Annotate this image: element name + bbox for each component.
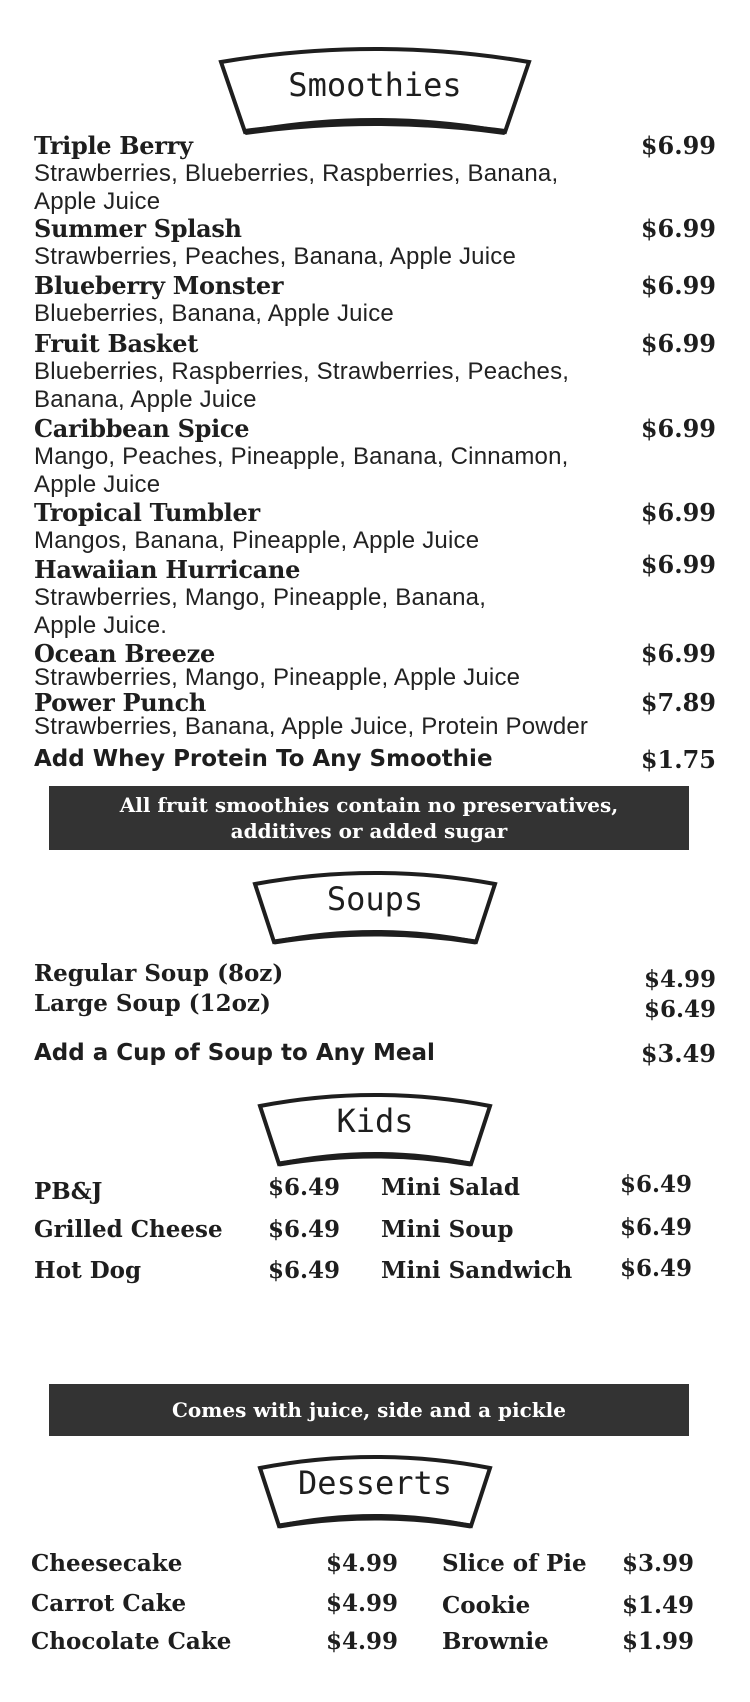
item-name: Fruit Basket — [34, 329, 199, 358]
item-price: $4.99 — [326, 1550, 399, 1577]
kids-note-bar — [49, 1384, 689, 1436]
item-name: Carrot Cake — [31, 1590, 187, 1617]
item-name: Hot Dog — [34, 1257, 142, 1284]
add-on-label: Add Whey Protein To Any Smoothie — [34, 746, 493, 772]
item-description: Mangos, Banana, Pineapple, Apple Juice — [34, 527, 480, 554]
item-price: $1.49 — [622, 1592, 695, 1619]
menu-item — [34, 272, 716, 328]
item-description: Apple Juice — [34, 188, 161, 215]
item-description: Strawberries, Mango, Pineapple, Apple Juice — [34, 664, 521, 691]
item-name: Chocolate Cake — [31, 1628, 232, 1655]
item-name: Cheesecake — [31, 1550, 183, 1577]
menu-item — [34, 330, 716, 414]
item-price: $6.99 — [640, 271, 716, 300]
add-on-price: $3.49 — [640, 1039, 716, 1068]
item-description: Strawberries, Peaches, Banana, Apple Juice — [34, 243, 517, 270]
add-on-line — [34, 1040, 716, 1066]
item-name: Summer Splash — [34, 214, 242, 243]
item-price: $4.99 — [326, 1628, 399, 1655]
soups-banner — [250, 866, 500, 956]
item-price: $6.49 — [620, 1214, 693, 1241]
menu-item — [34, 215, 716, 271]
item-price: $6.49 — [620, 1255, 693, 1282]
menu-item — [34, 689, 716, 741]
item-description: Strawberries, Blueberries, Raspberries, Banana, — [34, 160, 559, 187]
add-on-line — [34, 746, 716, 772]
add-on-label: Add a Cup of Soup to Any Meal — [34, 1040, 435, 1066]
menu-item — [34, 640, 716, 692]
item-description: Strawberries, Mango, Pineapple, Banana, — [34, 584, 487, 611]
menu-item — [34, 499, 716, 555]
desserts-row — [0, 1550, 750, 1582]
desserts-banner — [255, 1450, 495, 1540]
item-description: Banana, Apple Juice — [34, 386, 257, 413]
item-price: $6.99 — [640, 214, 716, 243]
item-name: Blueberry Monster — [34, 271, 284, 300]
item-description: Mango, Peaches, Pineapple, Banana, Cinnamon, — [34, 443, 569, 470]
smoothies-note-bar — [49, 786, 689, 850]
item-name: Grilled Cheese — [34, 1216, 223, 1243]
item-description: Apple Juice. — [34, 612, 168, 639]
item-price: $6.99 — [640, 131, 716, 160]
item-price: $6.49 — [268, 1216, 341, 1243]
item-description: Strawberries, Banana, Apple Juice, Protein Powder — [34, 713, 589, 740]
item-name: Cookie — [442, 1592, 531, 1619]
item-price: $4.99 — [643, 966, 716, 993]
soup-row — [34, 990, 716, 1022]
item-name: Regular Soup (8oz) — [34, 960, 284, 987]
kids-row — [0, 1171, 750, 1206]
item-description: Blueberries, Raspberries, Strawberries, Peaches, — [34, 358, 570, 385]
item-name: Triple Berry — [34, 131, 193, 160]
item-price: $6.49 — [268, 1174, 341, 1201]
note-line: All fruit smoothies contain no preservatives, — [119, 793, 619, 817]
item-price: $6.49 — [268, 1257, 341, 1284]
desserts-row — [0, 1590, 750, 1622]
item-name: Tropical Tumbler — [34, 498, 260, 527]
item-price: $6.99 — [640, 498, 716, 527]
kids-banner — [255, 1088, 495, 1178]
item-price: $6.49 — [620, 1171, 693, 1198]
item-price: $6.99 — [640, 550, 716, 579]
note-line: Comes with juice, side and a pickle — [172, 1398, 566, 1422]
item-price: $6.49 — [643, 996, 716, 1023]
item-name: Mini Sandwich — [381, 1257, 573, 1284]
kids-row — [0, 1257, 750, 1289]
add-on-price: $1.75 — [640, 745, 716, 774]
item-price: $6.99 — [640, 329, 716, 358]
item-price: $1.99 — [622, 1628, 695, 1655]
section-title: Kids — [336, 1102, 414, 1140]
section-title: Soups — [326, 880, 424, 918]
item-name: Hawaiian Hurricane — [34, 555, 301, 584]
item-price: $6.99 — [640, 414, 716, 443]
soup-row — [34, 960, 716, 992]
item-name: Brownie — [442, 1628, 549, 1655]
item-price: $7.89 — [640, 688, 716, 717]
item-price: $3.99 — [622, 1550, 695, 1577]
item-name: Ocean Breeze — [34, 639, 215, 668]
item-price: $6.99 — [640, 639, 716, 668]
menu-item — [34, 415, 716, 499]
item-price: $4.99 — [326, 1590, 399, 1617]
item-description: Blueberries, Banana, Apple Juice — [34, 300, 394, 327]
item-name: Slice of Pie — [442, 1550, 587, 1577]
item-name: Caribbean Spice — [34, 414, 250, 443]
item-description: Apple Juice — [34, 471, 161, 498]
desserts-row — [0, 1628, 750, 1660]
note-line: additives or added sugar — [230, 819, 508, 843]
kids-row — [0, 1216, 750, 1248]
section-title: Desserts — [297, 1464, 453, 1502]
item-name: Power Punch — [34, 688, 207, 717]
item-name: Mini Soup — [381, 1216, 514, 1243]
menu-item — [34, 132, 716, 216]
menu-item — [34, 550, 716, 640]
section-title: Smoothies — [288, 66, 462, 104]
item-name: Large Soup (12oz) — [34, 990, 271, 1017]
item-name: Mini Salad — [381, 1174, 520, 1201]
item-name: PB&J — [34, 1178, 103, 1205]
